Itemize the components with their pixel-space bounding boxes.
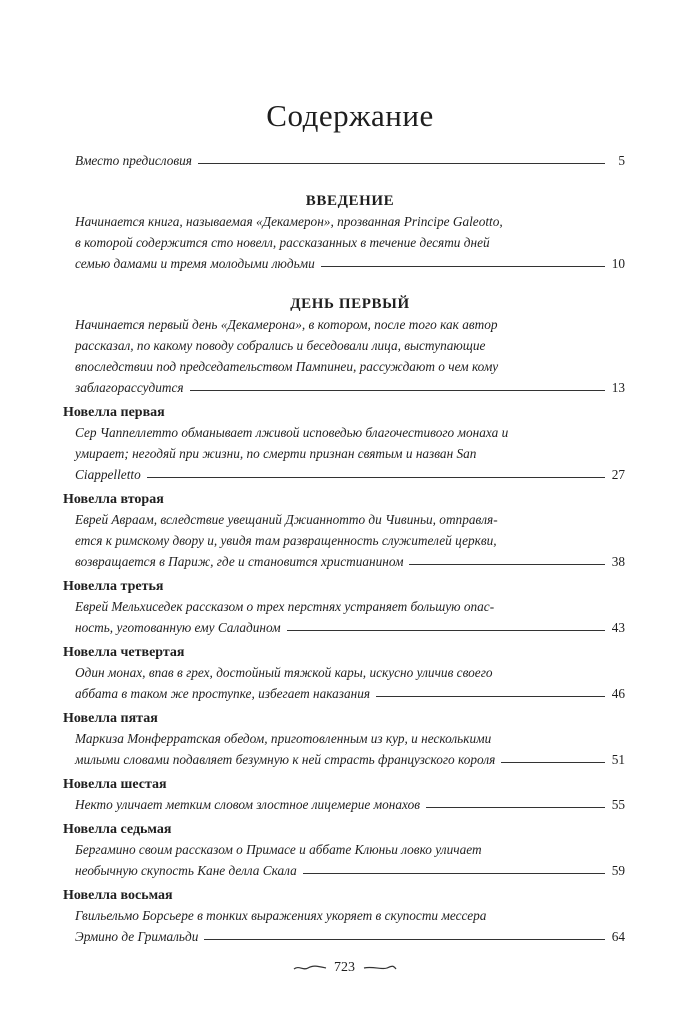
entry-page-number: 13 <box>611 380 625 395</box>
entry-text: семью дамами и тремя молодыми людьми <box>75 256 315 271</box>
novella-heading: Новелла седьмая <box>63 822 172 837</box>
section-heading-day-one: ДЕНЬ ПЕРВЫЙ <box>290 296 410 312</box>
dot-leader <box>204 939 605 940</box>
toc-entry-novella[interactable] <box>75 905 625 947</box>
novella-block <box>63 403 625 485</box>
ornament-right-icon <box>363 963 397 973</box>
entry-page-number: 5 <box>618 153 625 168</box>
entry-last-line <box>75 551 625 572</box>
novella-heading: Новелла восьмая <box>63 888 173 903</box>
entry-text-line: рассказал, по какому поводу собрались и беседовали лица, выступающие <box>75 338 486 353</box>
entry-text: Некто уличает метким словом злостное лицемерие монахов <box>75 797 421 812</box>
entry-text-line: Один монах, впав в грех, достойный тяжкой кары, искусно уличив своего <box>75 665 493 680</box>
entry-text: заблагорассудится <box>75 380 184 395</box>
entry-last-line <box>75 683 625 704</box>
novella-block <box>63 709 625 770</box>
entry-text-line: Маркиза Монферратская обедом, приготовленным из кур, и несколькими <box>75 731 492 746</box>
entry-page-number: 64 <box>611 929 625 944</box>
novella-heading: Новелла пятая <box>63 711 158 726</box>
entry-page-number: 38 <box>611 554 625 569</box>
dot-leader <box>409 564 605 565</box>
novella-heading: Новелла шестая <box>63 777 167 792</box>
entry-last-line <box>75 464 625 485</box>
entry-text-line: Еврей Авраам, вследствие увещаний Джианнотто ди Чивиньи, отправля- <box>75 512 498 527</box>
novella-heading: Новелла третья <box>63 579 164 594</box>
entry-page-number: 51 <box>611 752 625 767</box>
novella-heading: Новелла вторая <box>63 492 164 507</box>
novella-block <box>63 775 625 815</box>
dot-leader <box>147 477 605 478</box>
toc-entry-novella[interactable] <box>75 509 625 572</box>
entry-last-line <box>75 926 625 947</box>
entry-page-number: 43 <box>611 620 625 635</box>
dot-leader <box>501 762 605 763</box>
entry-text: Ciappelletto <box>75 467 141 482</box>
toc-entry-novella[interactable] <box>75 728 625 770</box>
toc-entry-novella[interactable] <box>75 422 625 485</box>
novella-block <box>63 643 625 704</box>
toc-entry-novella[interactable] <box>75 794 625 815</box>
entry-last-line <box>75 749 625 770</box>
page-number: 723 <box>334 960 355 975</box>
entry-text-line: Начинается книга, называемая «Декамерон», прозванная Principe Galeotto, <box>75 214 503 229</box>
entry-text-line: впоследствии под председательством Пампинеи, рассуждают о чем кому <box>75 359 499 374</box>
dot-leader <box>321 266 605 267</box>
dot-leader <box>376 696 605 697</box>
entry-text-line: Начинается первый день «Декамерона», в котором, после того как автор <box>75 317 498 332</box>
novella-block <box>63 820 625 881</box>
entry-text: Вместо предисловия <box>75 153 192 168</box>
novella-block <box>63 490 625 572</box>
entry-text-line: Сер Чаппеллетто обманывает лживой исповедью благочестивого монаха и <box>75 425 509 440</box>
entry-last-line <box>75 617 625 638</box>
entry-last-line <box>75 377 625 398</box>
entry-page-number: 27 <box>611 467 625 482</box>
dot-leader <box>303 873 605 874</box>
entry-last-line <box>75 253 625 274</box>
dot-leader <box>426 807 605 808</box>
entry-page-number: 59 <box>611 863 625 878</box>
entry-last-line <box>75 860 625 881</box>
dot-leader <box>198 163 605 164</box>
toc-entry-day-one[interactable] <box>75 314 625 398</box>
entry-text-line: в которой содержится сто новелл, рассказанных в течение десяти дней <box>75 235 490 250</box>
entry-text: ность, уготованную ему Саладином <box>75 620 281 635</box>
toc-entry-preface[interactable] <box>75 150 625 171</box>
dot-leader <box>287 630 605 631</box>
toc-entry-intro[interactable] <box>75 211 625 274</box>
entry-text-line: ется к римскому двору и, увидя там развращенность служителей церкви, <box>75 533 497 548</box>
toc-entry-novella[interactable] <box>75 596 625 638</box>
section-heading-intro: ВВЕДЕНИЕ <box>305 193 395 209</box>
entry-text-line: Гвильельмо Борсьере в тонких выражениях укоряет в скупости мессера <box>75 908 487 923</box>
entry-text: возвращается в Париж, где и становится христианином <box>75 554 404 569</box>
entry-text: необычную скупость Кане делла Скала <box>75 863 297 878</box>
entry-page-number: 46 <box>611 686 625 701</box>
page-title: Содержание <box>266 98 434 133</box>
novella-block <box>63 886 625 947</box>
novella-heading: Новелла первая <box>63 405 165 420</box>
entry-last-line <box>75 794 625 815</box>
entry-text-line: Еврей Мельхиседек рассказом о трех перстнях устраняет большую опас- <box>75 599 495 614</box>
ornament-left-icon <box>293 963 327 973</box>
entry-text-line: Бергамино своим рассказом о Примасе и аббате Клюньи ловко уличает <box>75 842 482 857</box>
entry-page-number: 10 <box>611 256 625 271</box>
entry-page-number: 55 <box>611 797 625 812</box>
entry-text: аббата в таком же проступке, избегает наказания <box>75 686 371 701</box>
toc-page <box>63 96 625 947</box>
entry-text-line: умирает; негодяй при жизни, по смерти признан святым и назван San <box>75 446 477 461</box>
page-footer <box>0 960 689 976</box>
entry-text: милыми словами подавляет безумную к ней страсть французского короля <box>75 752 496 767</box>
entry-text: Эрмино де Гримальди <box>75 929 199 944</box>
novella-block <box>63 577 625 638</box>
toc-entry-novella[interactable] <box>75 662 625 704</box>
novella-heading: Новелла четвертая <box>63 645 185 660</box>
dot-leader <box>190 390 605 391</box>
toc-entry-novella[interactable] <box>75 839 625 881</box>
